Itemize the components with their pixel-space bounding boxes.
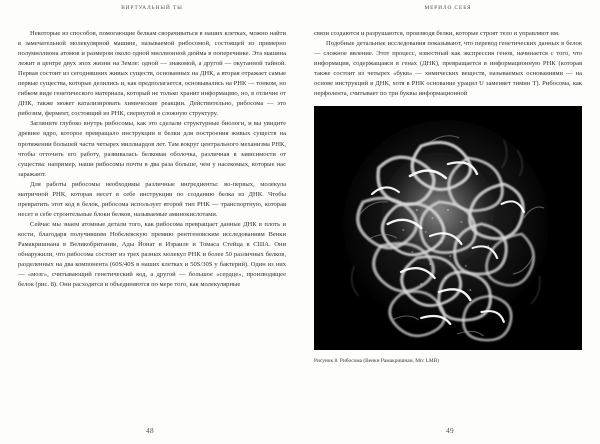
right-page (300, 0, 600, 444)
running-head-left: ВИРТУАЛЬНЫЙ ТЫ (121, 5, 183, 11)
page-number-left: 48 (146, 427, 154, 435)
figure-8 (314, 106, 582, 365)
paragraph: Сейчас мы знаем атомные детали того, как рибосома превращает данные ДНК в плоть и кости, благодаря получившим Нобелевскую премию рентгеновским исследованиям Венки Рамакришнана в Великобритании, Ады Йонат в Израиле и Томаса Стейца в США. Они обнаружили, что рибосома состоит из трех разных молекул РНК и более 50 различных белков, разделенных на два компонента (60S/40S в наших клетках и 50S/30S у бактерий). Один из них — «мозг», считывающий генетический код, а другой — большое «сердце», производящее белок (рис. 8). Они расходятся и объединяются по мере того, как молекулярные (18, 220, 286, 289)
page-number-right: 49 (446, 427, 454, 435)
paragraph: Загляните глубоко внутрь рибосомы, как это сделали структурные биологи, и вы увидите древнее ядро, которое превращало инструкции в белки для построения живых существ на протяжении большей части четырех миллиардов лет. Там вокруг центрального механизма РНК, чтобы отточить его работу, развивалась белковая оболочка, различная в зависимости от существа: например, наши рибосомы почти в два раза больше, чем у насекомых, которые нас заражают. (18, 120, 286, 178)
running-head-right: МЕРИЛО СЕБЯ (424, 5, 472, 11)
paragraph: Подобные детальные исследования показывают, что перевод генетических данных в белок — сложное явление. Этот процесс, известный как экспрессия генов, начинается с того, что информация, содержащаяся в генах (ДНК), превращается в информационную РНК (которая также состоит из четырех «букв» — химических веществ, называемых основаниями — на основе инструкций в ДНК, хотя в РНК основание урацил U заменяет тимин T). Рибосома, как перфолента, считывает по три буквы информационной (314, 40, 582, 98)
paragraph: Некоторые из способов, помогающие белкам сворачиваться в наших клетках, можно найти в замечательной молекулярной машине, называемой рибосомой, состоящей из примерно полумиллиона атомов и размером около одной миллионной дюйма в поперечнике. Эта машина лежит в центре двух эпох жизни на Земле: одной — знакомой, а другой — окутанной тайной. Первая состоит из сегодняшних живых существ, основанных на ДНК, а вторая отражает самые первые существа, которые делились и, как предполагается, основывались на РНК — тонком, но гибком виде генетического материала, который не только хранит информацию, но, в отличие от ДНК, также может катализировать химические реакции. Действительно, рибосома — это рибозим, фермент, состоящий из РНК, свернутой в сложную структуру. (18, 30, 286, 118)
paragraph: связи создаются и разрушаются, производя белки, которые строят тело и управляют им. (314, 30, 560, 37)
ribosome-image (314, 106, 582, 350)
left-column-text (18, 29, 286, 290)
right-column-text (314, 29, 582, 99)
figure-caption: Рисунок 8. Рибосома (Венки Рамакришнан, Mrc LMB) (314, 358, 440, 365)
paragraph: Для работы рибосомы необходимы различные ингредиенты: во-первых, молекула матричной РНК, которая несет в себе инструкции по созданию белка из ДНК. Чтобы превратить этот код в белок, рибосома использует второй тип РНК — транспортную, которая несет в себе строительные блоки белков, называемые аминокислотами. (18, 180, 286, 218)
